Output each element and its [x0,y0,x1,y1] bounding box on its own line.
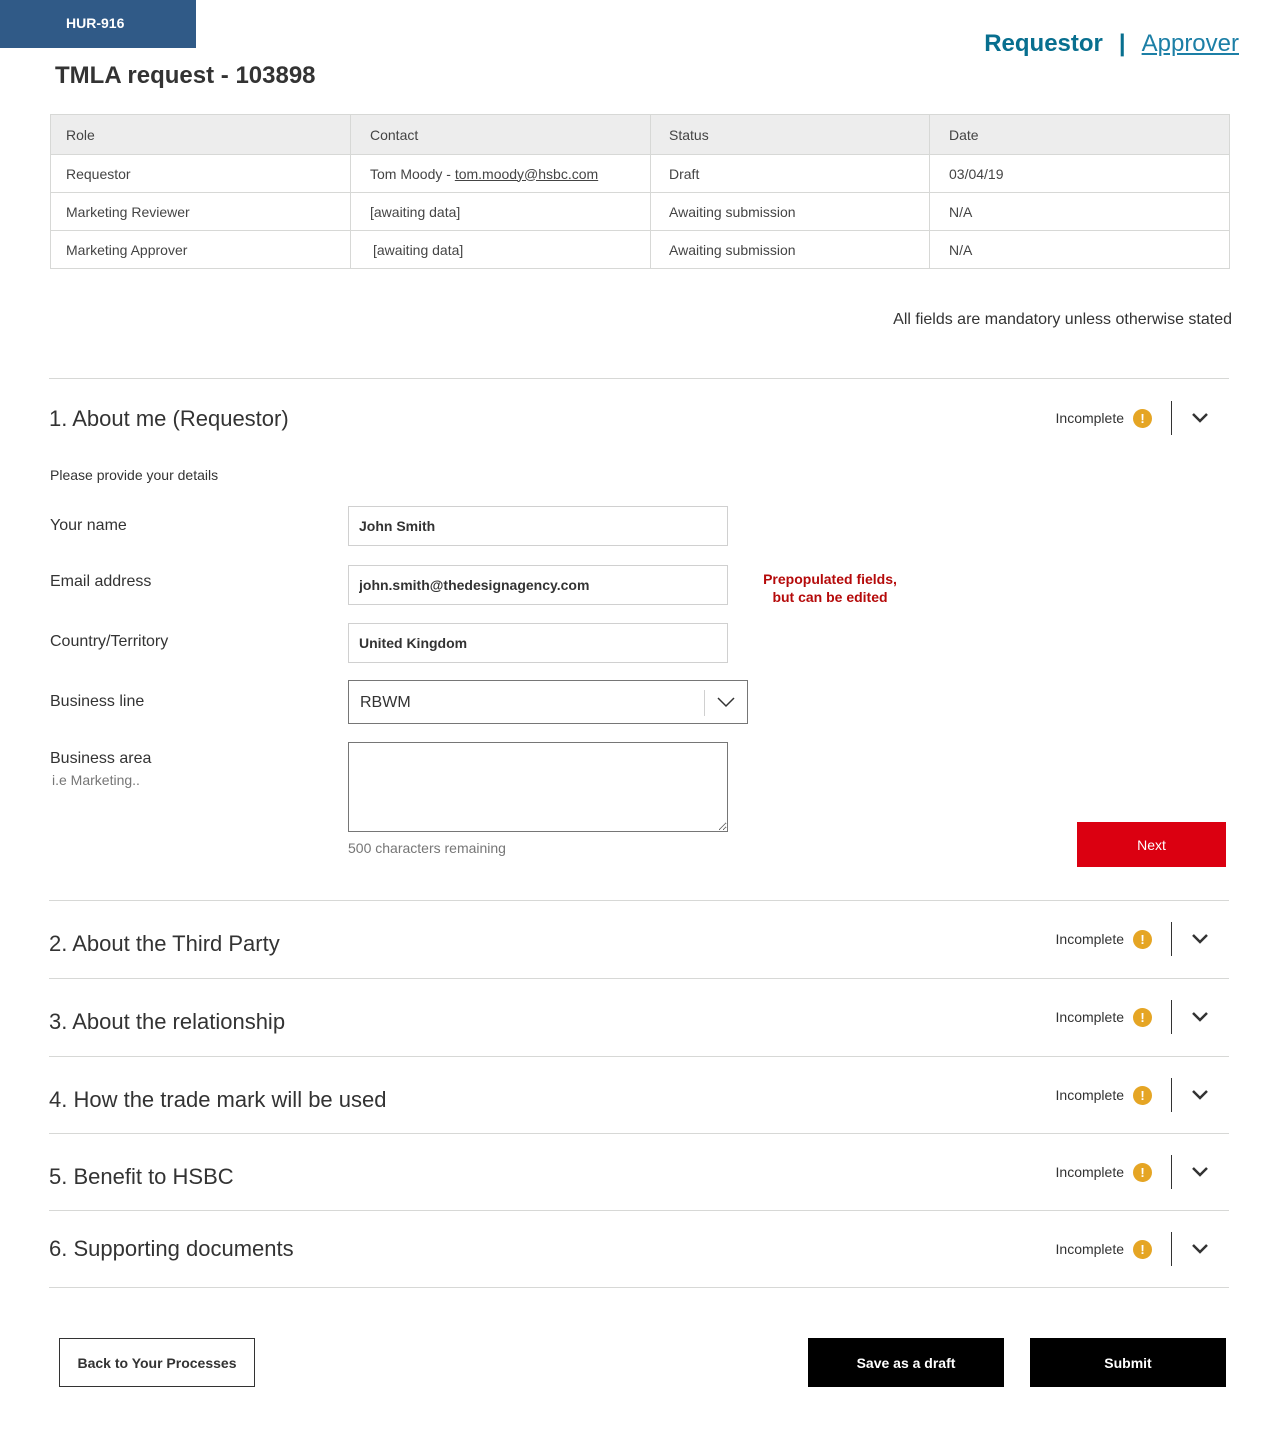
section-trade-mark-use [49,1077,1229,1117]
chevron-down-icon[interactable] [1188,1237,1212,1261]
status-badge: Incomplete [1055,410,1124,426]
email-input[interactable] [348,565,728,605]
status-badge: Incomplete [1055,1009,1124,1025]
section-divider [49,1210,1229,1211]
character-counter: 500 characters remaining [348,840,506,856]
section-title: 4. How the trade mark will be used [49,1087,387,1112]
save-draft-button[interactable]: Save as a draft [808,1338,1004,1387]
table-row [51,231,1230,269]
cell-status: Awaiting submission [651,193,930,231]
section-status [1056,400,1229,436]
next-button[interactable]: Next [1077,822,1226,867]
form-intro: Please provide your details [50,467,219,483]
warning-icon: ! [1133,409,1152,428]
status-badge: Incomplete [1055,1164,1124,1180]
mandatory-note: All fields are mandatory unless otherwise stated [893,311,1232,328]
note-line: Prepopulated fields, [763,571,897,587]
chevron-down-icon[interactable] [1188,1083,1212,1107]
ticket-tag: HUR-916 [0,0,196,48]
cell-date: N/A [930,193,1230,231]
section-divider [49,1056,1229,1057]
business-area-textarea[interactable] [348,742,728,832]
cell-date: N/A [930,231,1230,269]
section-title: 6. Supporting documents [49,1236,294,1261]
section-divider [49,1133,1229,1134]
contact-email-link[interactable]: tom.moody@hsbc.com [454,165,599,182]
warning-icon: ! [1133,1240,1152,1259]
cell-status: Awaiting submission [651,231,930,269]
page-title: TMLA request - 103898 [55,62,316,89]
table-row [51,193,1230,231]
cell-contact [351,155,651,193]
divider-line [1171,1155,1172,1189]
section-status [1056,999,1229,1035]
section-benefit [49,1154,1229,1194]
status-badge: Incomplete [1055,1087,1124,1103]
name-label: Your name [50,517,127,534]
country-label: Country/Territory [50,633,169,650]
section-status [1056,1077,1229,1113]
chevron-down-icon[interactable] [1188,927,1212,951]
cell-status: Draft [651,155,930,193]
table-header-row [51,115,1230,155]
role-requestor: Requestor [984,30,1103,57]
section-status [1056,1154,1229,1190]
contact-name: Tom Moody - [370,165,455,182]
business-line-select[interactable] [348,680,748,724]
cell-role: Requestor [51,155,351,193]
section-status [1056,921,1229,957]
divider-line [1171,1232,1172,1266]
chevron-down-icon[interactable] [1188,406,1212,430]
column-header-status: Status [651,115,930,155]
divider-line [1171,1000,1172,1034]
cell-role: Marketing Reviewer [51,193,351,231]
column-header-role: Role [51,115,351,155]
section-about-me [49,400,1229,440]
section-title: 1. About me (Requestor) [49,406,289,431]
chevron-down-icon [715,691,737,713]
column-header-contact: Contact [351,115,651,155]
divider-line [1171,401,1172,435]
section-third-party [49,921,1229,961]
warning-icon: ! [1133,1086,1152,1105]
section-title: 3. About the relationship [49,1009,286,1034]
section-divider [49,378,1229,379]
section-status [1056,1231,1229,1267]
section-divider [49,1287,1229,1288]
warning-icon: ! [1133,1163,1152,1182]
back-to-processes-button[interactable]: Back to Your Processes [59,1338,255,1387]
business-area-hint: i.e Marketing.. [52,772,140,788]
section-title: 2. About the Third Party [49,931,280,956]
status-table [50,114,1230,269]
role-approver-link[interactable]: Approver [1141,30,1239,57]
chevron-down-icon[interactable] [1188,1005,1212,1029]
table-row [51,155,1230,193]
name-input[interactable] [348,506,728,546]
section-supporting-documents [49,1231,1229,1271]
divider-line [1171,922,1172,956]
section-title: 5. Benefit to HSBC [49,1164,234,1189]
prepopulated-note [750,570,910,606]
email-label: Email address [50,573,152,590]
submit-button[interactable]: Submit [1030,1338,1226,1387]
country-input[interactable] [348,623,728,663]
warning-icon: ! [1133,1008,1152,1027]
section-divider [49,900,1229,901]
chevron-down-icon[interactable] [1188,1160,1212,1184]
section-divider [49,978,1229,979]
status-badge: Incomplete [1055,931,1124,947]
select-divider [704,690,705,716]
divider-line [1171,1078,1172,1112]
column-header-date: Date [930,115,1230,155]
cell-contact: [awaiting data] [351,193,651,231]
select-value: RBWM [360,694,411,711]
business-area-label: Business area [50,750,152,767]
note-line: but can be edited [772,589,888,605]
warning-icon: ! [1133,930,1152,949]
cell-contact: [awaiting data] [351,231,651,269]
role-separator: | [1118,30,1126,57]
cell-date: 03/04/19 [930,155,1230,193]
cell-role: Marketing Approver [51,231,351,269]
business-line-label: Business line [50,693,145,710]
status-badge: Incomplete [1055,1241,1124,1257]
role-switch [984,30,1239,58]
section-relationship [49,999,1229,1039]
